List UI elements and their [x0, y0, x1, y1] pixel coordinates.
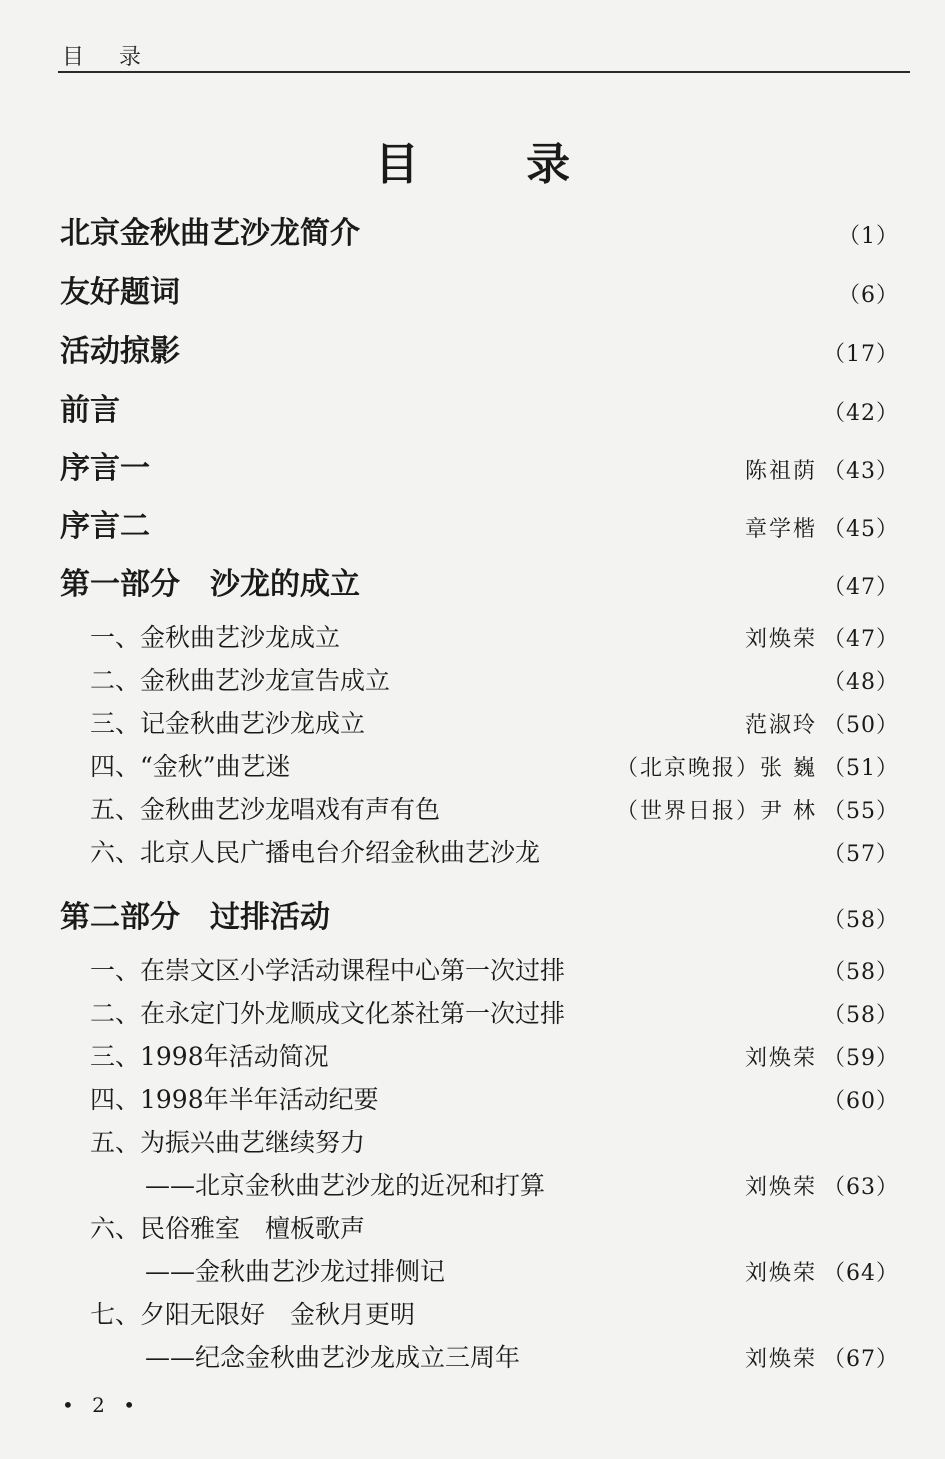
- leader-dots: [374, 251, 832, 252]
- leader-dots: [379, 739, 741, 740]
- toc-entry-label: 北京金秋曲艺沙龙简介: [60, 216, 360, 251]
- toc-entry-label: 活动掠影: [60, 334, 180, 369]
- toc-entry-author: （世界日报）尹 林: [616, 799, 817, 824]
- leader-dots: [579, 1029, 817, 1030]
- toc-entry-label: 序言二: [60, 509, 150, 544]
- toc-entry-label: ——北京金秋曲艺沙龙的近况和打算: [145, 1171, 546, 1200]
- toc-entry-label: 四、1998年半年活动纪要: [90, 1085, 379, 1114]
- running-head: 目 录: [62, 45, 155, 70]
- toc-entry-label: 一、在崇文区小学活动课程中心第一次过排: [90, 956, 566, 985]
- toc-entry: [60, 385, 899, 429]
- toc-entry-page: （51）: [823, 756, 899, 781]
- page-title: 目 录: [374, 139, 617, 190]
- leader-dots: [404, 696, 817, 697]
- toc-entry-author: 刘焕荣: [744, 627, 817, 652]
- leader-dots: [164, 544, 741, 545]
- toc-entry-label: 五、为振兴曲艺继续努力: [90, 1128, 366, 1157]
- toc-entry-author: 章学楷: [744, 517, 817, 542]
- toc-entry-page: （67）: [823, 1347, 899, 1372]
- toc-entry-author: （北京晚报）张 巍: [616, 756, 817, 781]
- leader-dots: [554, 868, 817, 869]
- toc-entry-author: 刘焕荣: [744, 1261, 817, 1286]
- toc-entry-label: 序言一: [60, 451, 150, 486]
- toc-subentry: [90, 1209, 899, 1245]
- toc-entry: [60, 326, 899, 370]
- toc-subentry: [90, 618, 899, 654]
- leader-dots: [344, 935, 817, 936]
- toc-entry-page: （58）: [823, 908, 899, 933]
- leader-dots: [459, 1287, 741, 1288]
- toc-entry-page: （60）: [823, 1089, 899, 1114]
- toc-entry-page: （63）: [823, 1175, 899, 1200]
- leader-dots: [354, 653, 741, 654]
- toc-entry-page: （1）: [838, 224, 899, 249]
- leader-dots: [164, 486, 741, 487]
- leader-dots: [374, 602, 817, 603]
- toc-entry-page: （42）: [823, 401, 899, 426]
- toc-subentry: [90, 704, 899, 740]
- toc-entry-label: 二、在永定门外龙顺成文化茶社第一次过排: [90, 999, 566, 1028]
- toc-entry-author: 刘焕荣: [744, 1175, 817, 1200]
- toc-entry: [60, 501, 899, 545]
- toc-subentry-subtitle: [145, 1338, 899, 1374]
- toc-entry-label: ——纪念金秋曲艺沙龙成立三周年: [145, 1343, 521, 1372]
- toc-entry-label: 三、记金秋曲艺沙龙成立: [90, 709, 366, 738]
- toc-entry-label: 四、“金秋”曲艺迷: [90, 752, 291, 781]
- toc-entry-page: （58）: [823, 960, 899, 985]
- toc-entry-page: （6）: [838, 283, 899, 308]
- leader-dots: [393, 1115, 817, 1116]
- toc-entry-label: 七、夕阳无限好 金秋月更明: [90, 1300, 416, 1329]
- toc-subentry: [90, 1123, 899, 1159]
- toc-subentry: [90, 1037, 899, 1073]
- toc-entry-page: （17）: [823, 342, 899, 367]
- leader-dots: [194, 310, 832, 311]
- leader-dots: [534, 1373, 741, 1374]
- toc-entry-page: （64）: [823, 1261, 899, 1286]
- toc-section-heading: [60, 892, 899, 936]
- toc-subentry: [90, 833, 899, 869]
- toc-entry-label: ——金秋曲艺沙龙过排侧记: [145, 1257, 446, 1286]
- toc-entry-page: （43）: [823, 459, 899, 484]
- header-rule: [58, 71, 910, 73]
- leader-dots: [305, 782, 612, 783]
- toc-entry-label: 二、金秋曲艺沙龙宣告成立: [90, 666, 391, 695]
- toc-entry-label: 三、1998年活动简况: [90, 1042, 329, 1071]
- toc-entry-author: 刘焕荣: [744, 1046, 817, 1071]
- toc-subentry-subtitle: [145, 1252, 899, 1288]
- toc-entry-page: （50）: [823, 713, 899, 738]
- leader-dots: [343, 1072, 741, 1073]
- toc-subentry: [90, 661, 899, 697]
- toc-entry-page: （48）: [823, 670, 899, 695]
- toc-entry-label: 六、北京人民广播电台介绍金秋曲艺沙龙: [90, 838, 541, 867]
- page-number: • 2 •: [62, 1393, 142, 1417]
- toc-subentry: [90, 790, 899, 826]
- toc-entry-label: 五、金秋曲艺沙龙唱戏有声有色: [90, 795, 441, 824]
- toc-entry-author: 刘焕荣: [744, 1347, 817, 1372]
- toc-subentry: [90, 1295, 899, 1331]
- toc-subentry: [90, 994, 899, 1030]
- toc-entry-page: （47）: [823, 627, 899, 652]
- toc-entry-page: （47）: [823, 575, 899, 600]
- toc-entry-page: （45）: [823, 517, 899, 542]
- toc-entry: [60, 208, 899, 252]
- toc-entry-page: （58）: [823, 1003, 899, 1028]
- toc-entry: [60, 267, 899, 311]
- leader-dots: [454, 825, 612, 826]
- toc-subentry: [90, 951, 899, 987]
- toc-subentry: [90, 1080, 899, 1116]
- leader-dots: [579, 986, 817, 987]
- toc-entry-author: 范淑玲: [744, 713, 817, 738]
- toc-entry-label: 前言: [60, 393, 120, 428]
- toc-entry-label: 六、民俗雅室 檀板歌声: [90, 1214, 366, 1243]
- toc-entry: [60, 443, 899, 487]
- toc-entry-label: 第二部分 过排活动: [60, 900, 330, 935]
- leader-dots: [194, 369, 817, 370]
- toc-entry-label: 友好题词: [60, 275, 180, 310]
- toc-entry-page: （57）: [823, 842, 899, 867]
- toc-entry-label: 第一部分 沙龙的成立: [60, 567, 360, 602]
- toc-subentry: [90, 747, 899, 783]
- toc-subentry-subtitle: [145, 1166, 899, 1202]
- toc-entry-page: （55）: [823, 799, 899, 824]
- toc-entry-author: 陈祖荫: [744, 459, 817, 484]
- leader-dots: [134, 428, 817, 429]
- leader-dots: [559, 1201, 741, 1202]
- toc-section-heading: [60, 559, 899, 603]
- toc-entry-page: （59）: [823, 1046, 899, 1071]
- toc-entry-label: 一、金秋曲艺沙龙成立: [90, 623, 341, 652]
